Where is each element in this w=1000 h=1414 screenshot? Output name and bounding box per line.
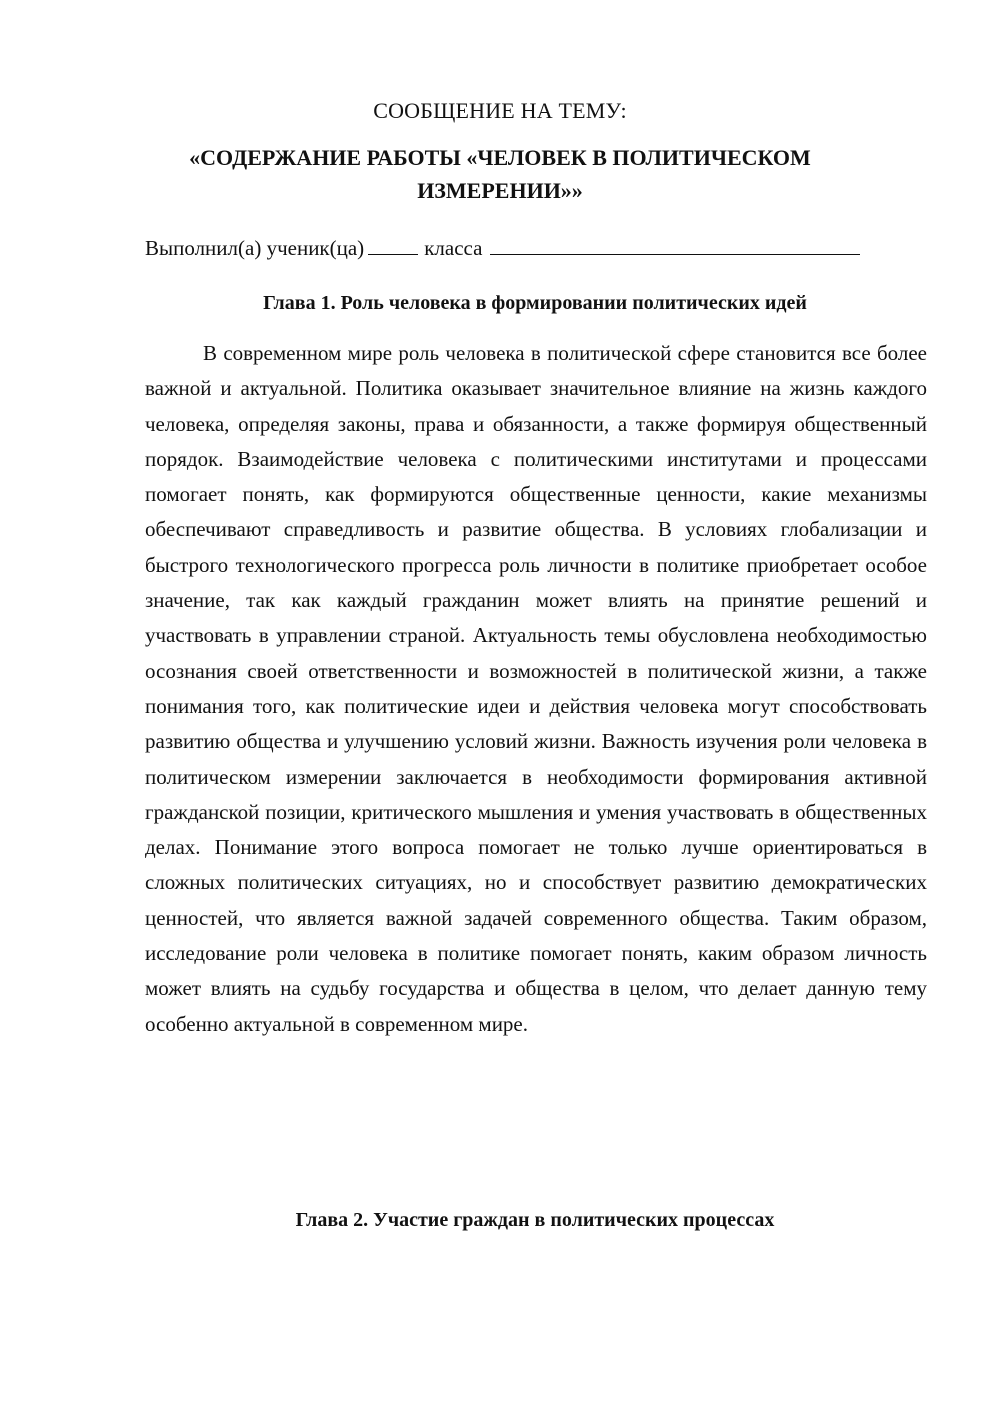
class-number-blank bbox=[368, 232, 418, 255]
document-title: «СОДЕРЖАНИЕ РАБОТЫ «ЧЕЛОВЕК В ПОЛИТИЧЕСКОМ ИЗМЕРЕНИИ»» bbox=[189, 145, 811, 203]
chapter-1-paragraph: В современном мире роль человека в политической сфере становится все более важной и актуальной. Политика оказывает значительное влияние на жизнь каждого человека, определяя законы, права и обязанности, а также формируя общественный порядок. Взаимодействие человека с политическими институтами и процессами помогает понять, как формируются общественные ценности, какие механизмы обеспечивают справедливость и развитие общества. В условиях глобализации и быстрого технологического прогресса роль личности в политике приобретает особое значение, так как каждый гражданин может влиять на принятие решений и участвовать в управлении страной. Актуальность темы обусловлена необходимостью осознания своей ответственности и возможностей в политической жизни, а также понимания того, как политические идеи и действия человека могут способствовать развитию общества и улучшению условий жизни. Важность изучения роли человека в политическом измерении заключается в необходимости формирования активной гражданской позиции, критического мышления и умения участвовать в общественных делах. Понимание этого вопроса помогает не только лучше ориентироваться в сложных политических ситуациях, но и способствует развитию демократических ценностей, что является важной задачей современного общества. Таким образом, исследование роли человека в политике помогает понять, каким образом личность может влиять на судьбу государства и общества в целом, что делает данную тему особенно актуальной в современном мире. bbox=[145, 341, 927, 1036]
chapter-1-heading: Глава 1. Роль человека в формировании политических идей bbox=[263, 292, 807, 314]
student-line bbox=[145, 232, 860, 263]
student-name-blank bbox=[490, 232, 860, 255]
chapter-2-heading: Глава 2. Участие граждан в политических процессах bbox=[295, 1209, 775, 1231]
topic-label: СООБЩЕНИЕ НА ТЕМУ: bbox=[373, 98, 627, 123]
done-by-label: Выполнил(а) ученик(ца) bbox=[145, 236, 365, 260]
class-label: класса bbox=[424, 236, 483, 260]
